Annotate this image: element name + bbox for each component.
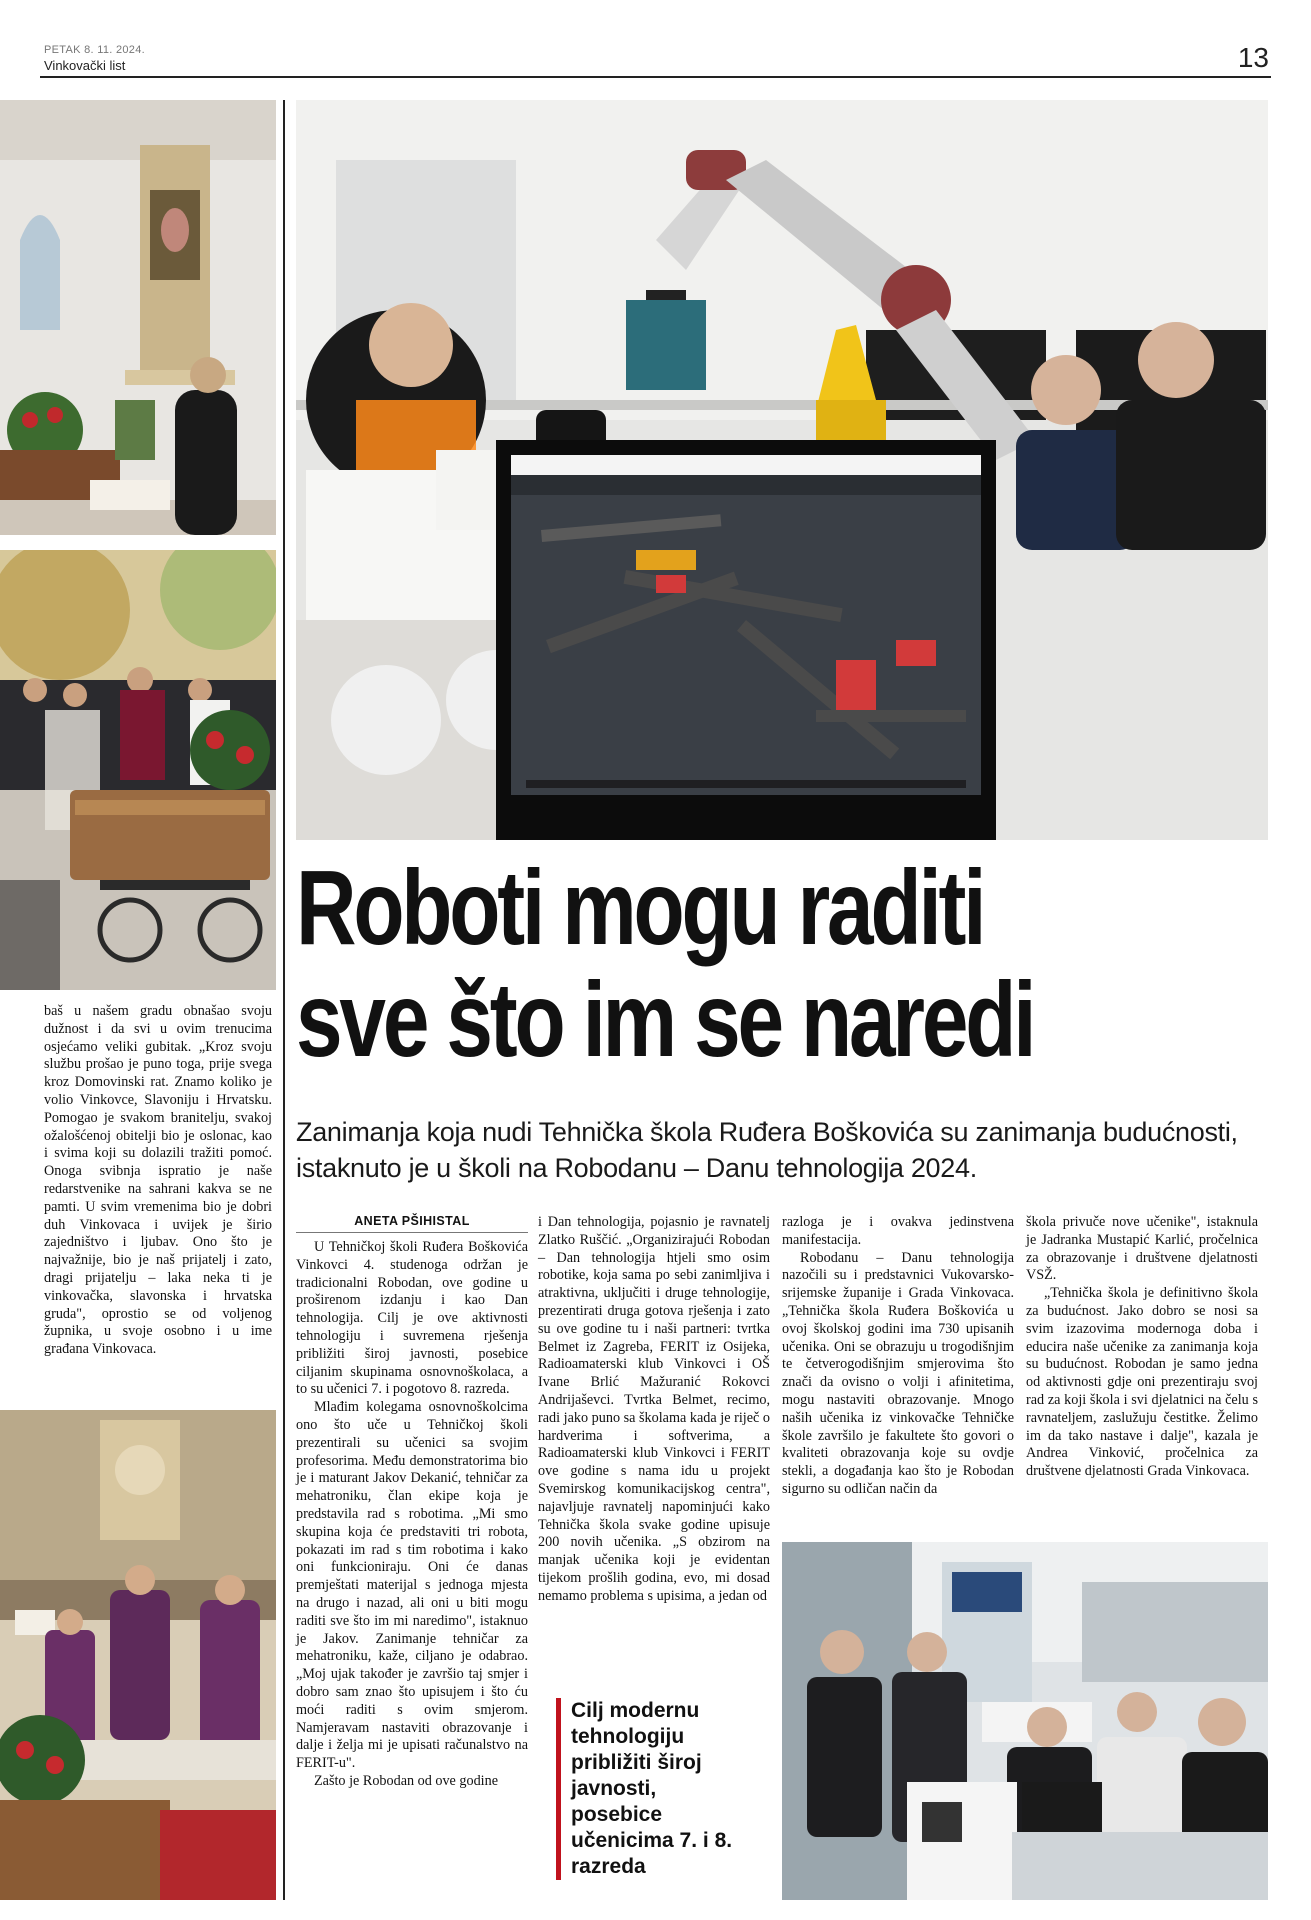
column-divider <box>283 100 285 1900</box>
article-paragraph: i Dan tehnologija, pojasnio je ravnatelj Zlatko Ruščić. „Organizirajući Robodan – Dan tehnologija htjeli smo osim robotike, koja sama po sebi zanimljiva i atraktivna, uključiti i druge tehnologije, prezentirati druga gotova rješenja i zato su ove godine tu i naši partneri: tvrtka Belmet iz Zagreba, FERIT iz Osijeka, Radioamaterski klub Vinkovci i OŠ Ivane Brlić Mažuranić Rokovci Andrijaševci. Tvrtka Belmet, recimo, radi jako puno sa školama kada je riječ o hardverima i softverima, a Radioamaterski klub Vinkovci i FERIT ove godine s nama idu u projekt Svemirskog komunikacijskog centra", najavljuje ravnatelj napominjući kako Tehnička škola svake godine upisuje 200 novih učenika. „S obzirom na manjak učenika koji je evidentan tijekom prošlih godina, evo, mi dosad nemamo problema s upisima, a jedan od <box>538 1214 770 1604</box>
article-paragraph: Mlađim kolegama osnovnoškolcima ono što uče u Tehničkoj školi prezentirali su učenici sa svojim profesorima. Među demonstratorima bio je i maturant Jakov Dekanić, tehničar za mehatroniku, član ekipe koja je predstavila rad s robotima. „Mi smo skupina koja će predstaviti tri robota, pokazati im rad s tim robotima i kako oni funkcioniraju. Oni će danas premještati materijal s jednoga mjesta na drugo i nazad, ali oni u biti mogu raditi sve što im mi naredimo", istaknuo je Jakov. Zanimanje tehničar za mehatroniku, kaže, ciljano je odabrao. „Moj ujak također je završio taj smjer i dobro sam znao što upisujem i što ću moći raditi s ovim smjerom. Namjeravam nastaviti obrazovanje i dalje i želja mi je upisati računalstvo na FERIT-u". <box>296 1399 528 1772</box>
page-number: 13 <box>1237 42 1269 73</box>
church-mass-photo <box>0 1410 276 1900</box>
headline-line-2: sve što im se naredi <box>296 961 1034 1079</box>
headline-line-1: Roboti mogu raditi <box>296 849 984 967</box>
robots-lab-photo <box>296 100 1268 840</box>
byline: ANETA PŠIHISTAL <box>296 1214 528 1233</box>
article-paragraph: „Tehnička škola je definitivno škola za budućnost. Jako dobro se nosi sa svim izazovima modernoga doba i educira naše učenike za zanimanja koja su budućnost. Robodan je samo jedna od aktivnosti gdje oni prezentiraju svoj rad za koji škola i svi djelatnici na čelu s ravnateljem, zaslužuju čestitke. Želimo im da tako nastave i dalje", kazala je Andrea Vinković, pročelnica za društvene djelatnosti Grada Vinkovaca. <box>1026 1285 1258 1480</box>
article-subheadline: Zanimanja koja nudi Tehnička škola Ruđera Boškovića su zanimanja budućnosti, istaknuto je u školi na Robodanu – Danu tehnologija 2024. <box>296 1117 1238 1183</box>
sidebar-paragraph: baš u našem gradu obnašao svoju dužnost i da svi u ovim trenucima osjećamo veliki gubitak. „Kroz svoju službu prošao je puno toga, prije svega kroz Domovinski rat. Znamo koliko je volio Vinkovce, Slavoniju i Hrvatsku. Pomogao je svakom branitelju, svakoj ožalošćenoj obitelji bio je oslonac, kao i svima koji su dolazili tražiti pomoć. Onoga svibnja ispratio je naše redarstvenike na sahrani kakva se ne pamti. U svim vremenima bio je dobri duh Vinkovaca i uvijek je širio zajedništvo i ljubav. Ono što je najvažnije, bio je naš prijatelj i zato, dragi prijatelju – laka neka ti je vinkovačka, slavonska i hrvatska gruda", oprostio se od voljenog župnika, u svoje osobno i u ime građana Vinkovaca. <box>44 1003 272 1358</box>
sidebar-text <box>44 1003 272 1359</box>
article-paragraph: Zašto je Robodan od ove godine <box>314 1772 499 1789</box>
article-paragraph: škola privuče nove učenike", istaknula je Jadranka Mustapić Karlić, pročelnica za obrazovanje i društvene djelatnosti VSŽ. <box>1026 1214 1258 1284</box>
article-paragraph: Robodanu – Danu tehnologija nazočili su i predstavnici Vukovarsko-srijemske županije i Grada Vinkovaca. „Tehnička škola Ruđera Boškovića u ovoj školskoj godini ima 730 upisanih učenika. Oni se obrazuju u trogodišnjim te četverogodišnjim smjerovima što znači da ovisno o volji i afinitetima, mogu nastaviti obrazovanje. Mnogo naših učenika iz vinkovačke Tehničke škole završilo je fakultete što govori o kvaliteti obrazovanja koje su ovdje stekli, a događanja kao što je Robodan sigurno su odličan način da <box>782 1249 1014 1497</box>
article-headline <box>296 849 1064 1079</box>
article-column-1 <box>296 1214 528 1791</box>
publication-name: Vinkovački list <box>44 58 126 73</box>
article-column-3 <box>782 1214 1014 1499</box>
article-column-2 <box>538 1214 770 1606</box>
article-paragraph: razloga je i ovakva jedinstvena manifestacija. <box>782 1214 1014 1248</box>
students-booth-photo <box>782 1542 1268 1900</box>
pull-quote: Cilj modernu tehnologiju približiti široj javnosti, posebice učenicima 7. i 8. razreda <box>556 1698 742 1880</box>
chapel-photo <box>0 100 276 535</box>
issue-date: PETAK 8. 11. 2024. <box>44 44 145 56</box>
article-column-4 <box>1026 1214 1258 1481</box>
funeral-procession-photo <box>0 550 276 990</box>
header-rule <box>40 76 1271 78</box>
article-paragraph: U Tehničkoj školi Ruđera Boškovića Vinkovci 4. studenoga održan je tradicionalni Robodan, ove godine u proširenom izdanju i kao Dan tehnologija. Cilj je ove aktivnosti tehnologiju i suvremena rješenja približiti široj javnosti, posebice ciljanim skupinama osnovnoškolaca, a to su učenici 7. i pogotovo 8. razreda. <box>296 1239 528 1398</box>
